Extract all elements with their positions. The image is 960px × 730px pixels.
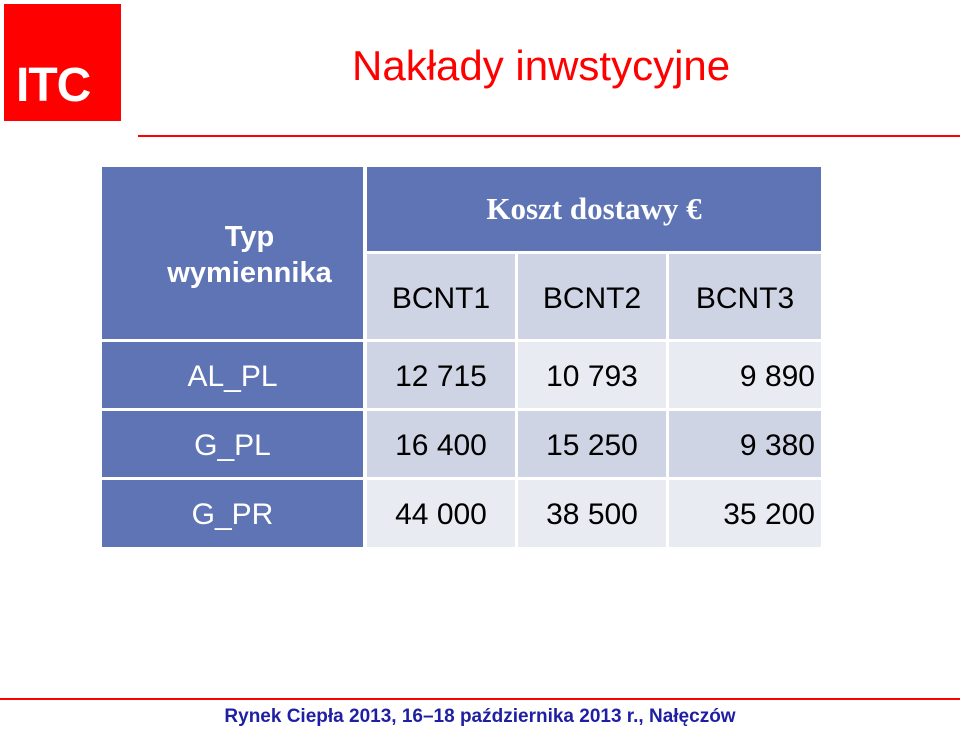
title-divider [138, 135, 960, 137]
table-cell: 44 000 [367, 480, 515, 547]
group-header-label: Koszt dostawy € [486, 191, 702, 226]
column-header-bcnt2: BCNT2 [518, 254, 666, 339]
row-label-g-pr: G_PR [102, 480, 363, 547]
table-corner-header [102, 167, 363, 339]
table-cell: 9 380 [669, 411, 821, 477]
table-group-header [367, 167, 821, 251]
table-cell: 12 715 [367, 342, 515, 408]
table-cell: 9 890 [669, 342, 821, 408]
table-cell: 16 400 [367, 411, 515, 477]
table-cell: 15 250 [518, 411, 666, 477]
table-cell: 35 200 [669, 480, 821, 547]
row-label-g-pl: G_PL [102, 411, 363, 477]
footer-divider [0, 698, 960, 700]
page-title: Nakłady inwstycyjne [352, 42, 731, 89]
corner-header-label: Typ wymiennika [167, 221, 332, 289]
table-cell: 38 500 [518, 480, 666, 547]
column-header-bcnt1: BCNT1 [367, 254, 515, 339]
table-cell: 10 793 [518, 342, 666, 408]
row-label-al-pl: AL_PL [102, 342, 363, 408]
itc-logo [4, 4, 121, 121]
column-header-bcnt3: BCNT3 [669, 254, 821, 339]
logo-text: ITC [16, 59, 91, 112]
footer-text: Rynek Ciepła 2013, 16–18 października 2013 r., Nałęczów [224, 706, 736, 727]
